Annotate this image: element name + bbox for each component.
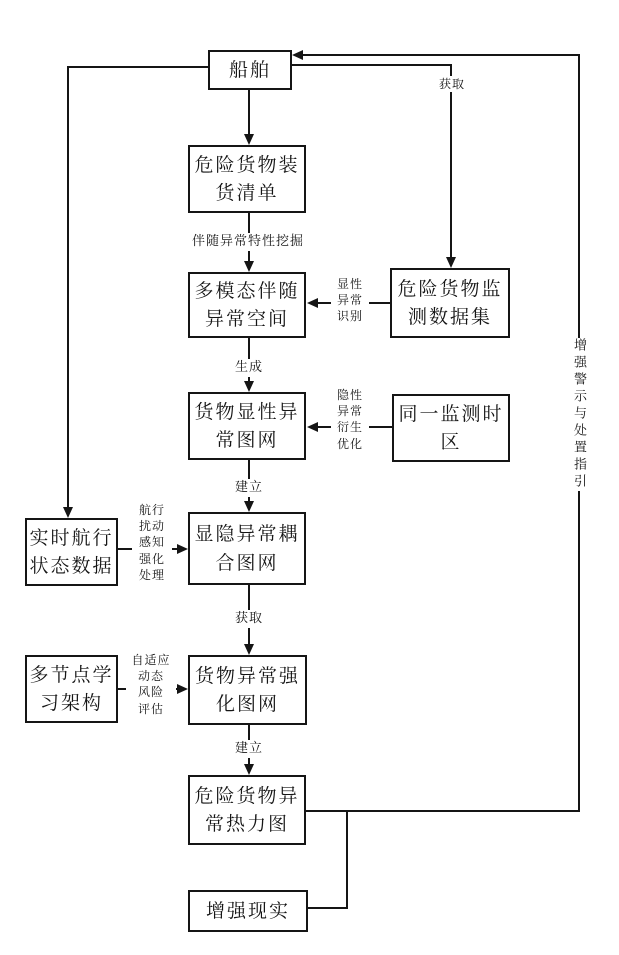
edge-loadinglist-space-arrow [244,261,254,272]
node-realtime-nav: 实时航行 状态数据 [25,518,118,586]
edge-space-explicit-arrow [244,381,254,392]
node-monitor-dataset: 危险货物监 测数据集 [390,268,510,338]
edge-heatmap-ar-vert-line [346,810,348,909]
edge-dataset-space-arrow [307,298,318,308]
label-mining: 伴随异常特性挖掘 [180,233,316,251]
edge-ship-nav-top-line [68,66,208,68]
label-generate: 生成 [226,359,272,377]
edge-ship-loadinglist-line [248,90,250,137]
node-explicit-graph: 货物显性异 常图网 [188,392,306,460]
node-multimodal-space: 多模态伴随 异常空间 [188,272,306,338]
label-establish-1: 建立 [226,479,272,497]
edge-explicit-coupling-arrow [244,501,254,512]
edge-feedback-top-line [303,54,580,56]
node-coupling-graph: 显隐异常耦 合图网 [188,512,306,585]
node-multinode-arch: 多节点学 习架构 [25,655,118,723]
label-adaptive-risk: 自适应 动态 风险 评估 [126,652,176,717]
edge-feedback-ship-arrow [292,50,303,60]
edge-coupling-enhanced-arrow [244,644,254,655]
node-heatmap: 危险货物异 常热力图 [188,775,306,845]
label-establish-2: 建立 [226,740,272,758]
label-fetch-top: 获取 [431,76,473,92]
label-explicit-recognition: 显性 异常 识别 [331,276,369,325]
edge-arch-enhanced-arrow [177,684,188,694]
label-nav-disturbance: 航行 扰动 感知 强化 处理 [132,502,172,583]
node-ship: 船舶 [208,50,292,90]
edge-ship-nav-vert-line [67,66,69,508]
edge-ship-dataset-vert-line [450,64,452,258]
node-enhanced-graph: 货物异常强 化图网 [188,655,307,725]
edge-nav-coupling-arrow [177,544,188,554]
label-acquire: 获取 [226,610,272,628]
edge-enhanced-heatmap-arrow [244,764,254,775]
edge-ship-dataset-top-line [292,64,452,66]
node-loading-list: 危险货物装 货清单 [188,145,306,213]
edge-ship-loadinglist-arrow [244,134,254,145]
edge-heatmap-ar-horiz-line [308,907,348,909]
label-implicit-derivation: 隐性 异常 衍生 优化 [331,387,369,452]
label-feedback-vertical: 增强警示与处置指引 [571,338,586,491]
edge-timezone-explicit-arrow [307,422,318,432]
edge-ship-dataset-arrow [446,257,456,268]
node-same-timezone: 同一监测时 区 [392,394,510,462]
node-ar: 增强现实 [188,890,308,932]
edge-ship-nav-arrow [63,507,73,518]
